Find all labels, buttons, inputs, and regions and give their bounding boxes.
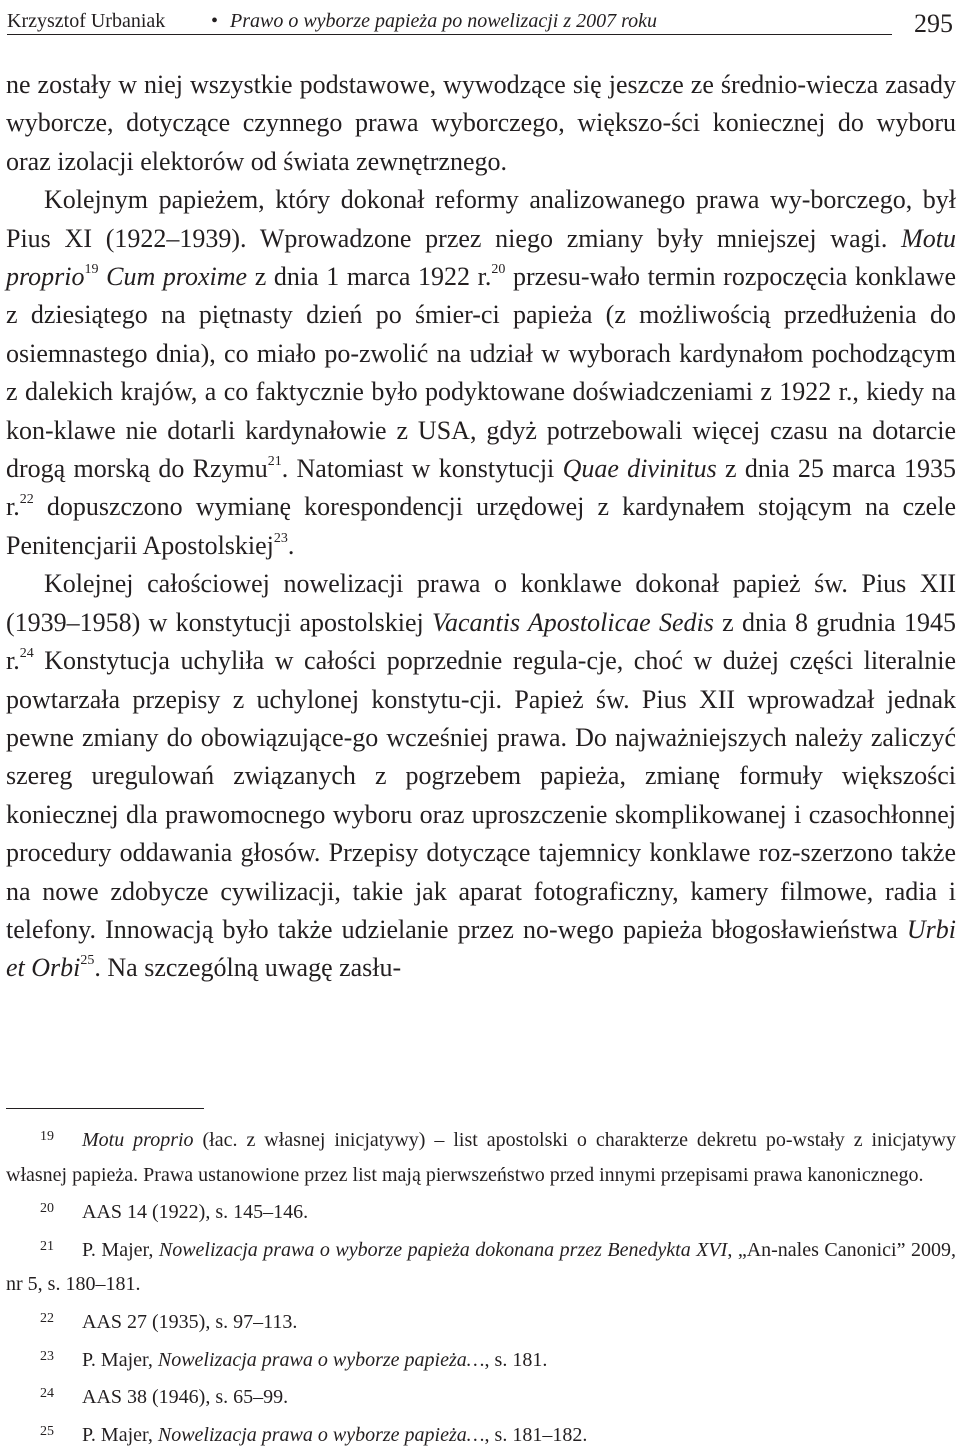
- footnote-text: AAS 14 (1922), s. 145–146.: [82, 1201, 309, 1224]
- text-run: przesu-wało termin rozpoczęcia konklawe z dziesiątego na piętnasty dzień po śmier-ci papieża (z możliwością przedłużenia do osiemnastego dnia), co miało po-zwolić na udział w wyborach kardynałom pochodzącym z dalekich krajów, a co faktycznie było podyktowane doświadczeniami z 1922 r., kiedy na kon-klawe nie dotarli kardynałowie z USA, gdyż potrzebowali więcej czasu na dotarcie drogą morską do Rzymu: [6, 262, 956, 484]
- footnote-number: 21: [40, 1238, 54, 1254]
- footnote-text: P. Majer,: [82, 1348, 158, 1371]
- text-run: Kolejnym papieżem, który dokonał reformy analizowanego prawa wy-borczego, był Pius XI (1922–1939). Wprowadzone przez niego zmiany były mniejszej wagi.: [6, 185, 956, 253]
- footnote-number: 23: [40, 1348, 54, 1364]
- header-author: Krzysztof Urbaniak: [7, 10, 166, 32]
- footnote-21: [6, 1230, 956, 1302]
- header-rule: [7, 34, 892, 35]
- header-bullet: •: [211, 10, 219, 32]
- footnote-number: 19: [40, 1129, 54, 1144]
- text-run: . Na szczególną uwagę zasłu-: [94, 953, 402, 983]
- footnote-number: 22: [40, 1310, 54, 1326]
- footnote-19: [6, 1120, 956, 1192]
- italic-run: Nowelizacja prawa o wyborze papieża…: [157, 1423, 485, 1446]
- text-run: ne zostały w niej wszystkie podstawowe, wywodzące się jeszcze ze średnio-wiecza zasady wyborcze, dotyczące czynnego prawa wyborczego, większo-ści koniecznej do wyboru oraz izolacji elektorów od świata zewnętrznego.: [6, 70, 956, 176]
- footnote-number: 25: [40, 1423, 54, 1439]
- footnote-text: (łac. z własnej inicjatywy) – list apostolski o charakterze dekretu po-wstały z inicjatywy własnej papieża. Prawa ustanowione przez list mają pierwszeństwo przed innymi przepisami prawa kanonicznego.: [6, 1129, 956, 1186]
- footnote-24: [6, 1377, 956, 1415]
- text-run: .: [287, 530, 295, 560]
- footnote-22: [6, 1302, 956, 1340]
- text-run: [99, 262, 107, 291]
- footnote-number: 24: [40, 1386, 54, 1402]
- text-run: dopuszczono wymianę korespondencji urzędowej z kardynałem stojącym na czele Penitencjarii Apostolskiej: [6, 492, 956, 560]
- italic-run: Motu proprio: [82, 1129, 194, 1151]
- footnote-ref[interactable]: 21: [267, 454, 282, 470]
- footnote-separator: [6, 1108, 204, 1109]
- header-title: Prawo o wyborze papieża po nowelizacji z 2007 roku: [230, 10, 658, 32]
- footnotes: [6, 1120, 956, 1452]
- paragraph-1: [6, 66, 956, 181]
- page-number: 295: [914, 9, 953, 38]
- footnote-20: [6, 1192, 956, 1230]
- footnote-text: , „An-nales Canonici” 2009, nr 5, s. 180–181.: [6, 1238, 956, 1296]
- text-run: z dnia 25 marca 1935 r.: [6, 454, 957, 522]
- italic-run: Cum proxime: [106, 262, 248, 292]
- italic-run: Quae divinitus: [562, 454, 717, 484]
- footnote-ref[interactable]: 25: [80, 953, 95, 969]
- text-run: z dnia 1 marca 1922 r.: [247, 262, 492, 292]
- paragraph-3: [6, 565, 956, 987]
- italic-run: Nowelizacja prawa o wyborze papieża…: [157, 1348, 485, 1371]
- italic-run: Urbi et Orbi: [6, 914, 956, 983]
- footnote-25: [6, 1415, 956, 1452]
- footnote-text: , s. 181.: [484, 1348, 548, 1371]
- italic-run: Nowelizacja prawa o wyborze papieża dokonana przez Benedykta XVI: [158, 1238, 728, 1261]
- text-run: . Natomiast w konstytucji: [281, 454, 563, 484]
- footnote-text: , s. 181–182.: [484, 1423, 588, 1446]
- footnote-text: AAS 27 (1935), s. 97–113.: [82, 1310, 298, 1333]
- footnote-23: [6, 1340, 956, 1378]
- footnote-ref[interactable]: 24: [19, 646, 34, 662]
- footnote-text: AAS 38 (1946), s. 65–99.: [82, 1386, 289, 1409]
- footnote-text: P. Majer,: [82, 1423, 158, 1446]
- text-run: z dnia 8 grudnia 1945 r.: [6, 607, 956, 676]
- footnote-ref[interactable]: 22: [19, 492, 34, 508]
- italic-run: Motu proprio: [6, 223, 956, 292]
- running-header: [7, 6, 953, 36]
- main-text: [6, 66, 956, 988]
- text-run: Konstytucja uchyliła w całości poprzednie regula-cje, choć w dużej części literalnie powtarzała przepisy z uchylonej konstytu-cji. Papież św. Pius XII wprowadzał jednak pewne zmiany do obowiązujące-go wcześniej prawa. Do najważniejszych należy zaliczyć szereg uregulowań związanych z pogrzebem papieża, zmianę formuły większości koniecznej dla prawomocnego wyboru oraz uproszczenie skomplikowanej i czasochłonnej procedury oddawania głosów. Przepisy dotyczące tajemnicy konklawe roz-szerzono także na nowe zdobycze cywilizacji, takie jak aparat fotograficzny, kamery filmowe, radia i telefony. Innowacją było także udzielanie przez no-wego papieża błogosławieństwa: [6, 646, 956, 944]
- text-run: Kolejnej całościowej nowelizacji prawa o konklawe dokonał papież św. Pius XII (1939–1958) w konstytucji apostolskiej: [6, 569, 956, 637]
- footnote-ref[interactable]: 23: [273, 530, 288, 546]
- footnote-ref[interactable]: 19: [84, 262, 99, 278]
- italic-run: Vacantis Apostolicae Sedis: [432, 607, 714, 637]
- paragraph-2: [6, 181, 956, 565]
- footnote-text: P. Majer,: [82, 1238, 159, 1261]
- footnote-ref[interactable]: 20: [491, 262, 506, 278]
- footnote-number: 20: [40, 1201, 54, 1217]
